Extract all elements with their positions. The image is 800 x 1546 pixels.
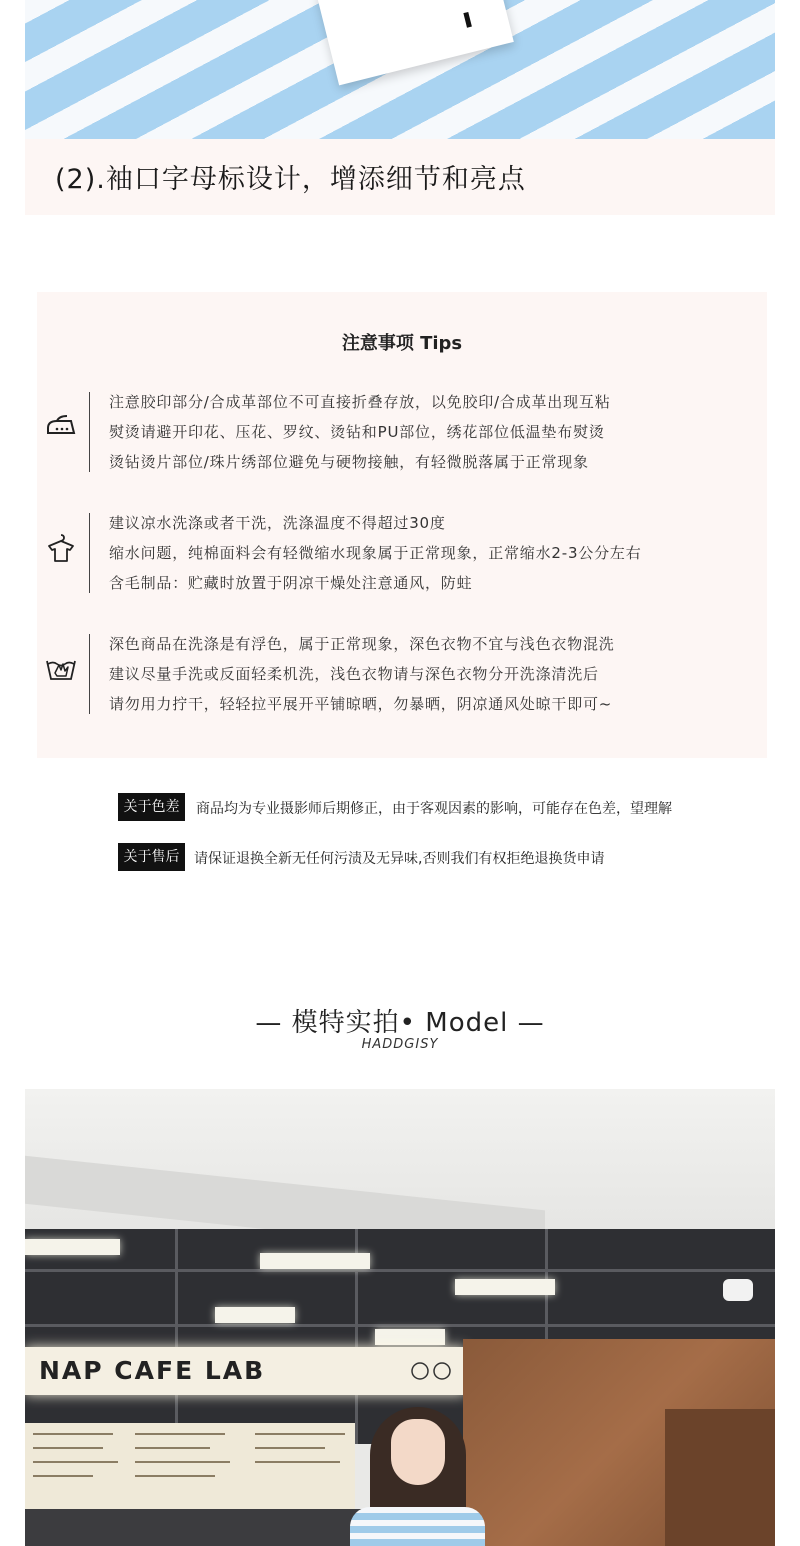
model-section-heading: — 模特实拍• Model — [255, 1008, 545, 1038]
security-camera [723, 1279, 753, 1301]
hand-wash-icon [45, 651, 77, 683]
model-face [391, 1419, 445, 1485]
brand-subheading: HADDGISY [361, 1037, 439, 1052]
shirt-hanger-icon [45, 532, 77, 564]
cafe-sign [25, 1347, 465, 1395]
tip-line: 请勿用力拧干，轻轻拉平展开平铺晾晒，勿暴晒，阴凉通风处晾干即可~ [109, 695, 613, 713]
note-badge: 关于色差 [118, 793, 185, 821]
detail-caption: (2).袖口字母标设计，增添细节和亮点 [55, 164, 526, 195]
model-photo [25, 1089, 775, 1546]
tip-divider [89, 392, 90, 472]
tip-divider [89, 513, 90, 593]
cafe-logo-icon [410, 1361, 454, 1381]
tip-line: 建议凉水洗涤或者干洗，洗涤温度不得超过30度 [109, 514, 446, 532]
tips-title: 注意事项 Tips [341, 333, 463, 354]
label-mark [463, 12, 471, 28]
tip-lines [109, 387, 611, 477]
tip-line: 缩水问题，纯棉面料会有轻微缩水现象属于正常现象，正常缩水2-3公分左右 [109, 544, 642, 562]
tip-line: 含毛制品：贮藏时放置于阴凉干燥处注意通风，防蛀 [109, 574, 473, 592]
cafe-sign-text: NAP CAFE LAB [39, 1356, 266, 1385]
fabric-detail-photo [25, 0, 775, 139]
tip-line: 深色商品在洗涤是有浮色，属于正常现象，深色衣物不宜与浅色衣物混洗 [109, 635, 615, 653]
iron-icon [45, 409, 77, 441]
caption-band [25, 139, 775, 215]
striped-shirt [350, 1507, 485, 1546]
tip-lines [109, 508, 642, 598]
note-text: 商品均为专业摄影师后期修正，由于客观因素的影响，可能存在色差，望理解 [196, 801, 672, 817]
sleeve-label-tag [316, 0, 514, 85]
tip-line: 熨烫请避开印花、压花、罗纹、烫钻和PU部位，绣花部位低温垫布熨烫 [109, 423, 605, 441]
note-text: 请保证退换全新无任何污渍及无异味,否则我们有权拒绝退换货申请 [194, 851, 605, 867]
tip-line: 建议尽量手洗或反面轻柔机洗，浅色衣物请与深色衣物分开洗涤清洗后 [109, 665, 599, 683]
note-badge: 关于售后 [118, 843, 185, 871]
tip-lines [109, 629, 615, 719]
care-tips-panel [37, 292, 767, 758]
shelf [665, 1409, 775, 1546]
tip-line: 烫钻烫片部位/珠片绣部位避免与硬物接触，有轻微脱落属于正常现象 [109, 453, 589, 471]
tip-divider [89, 634, 90, 714]
tip-line: 注意胶印部分/合成革部位不可直接折叠存放，以免胶印/合成革出现互粘 [109, 393, 611, 411]
